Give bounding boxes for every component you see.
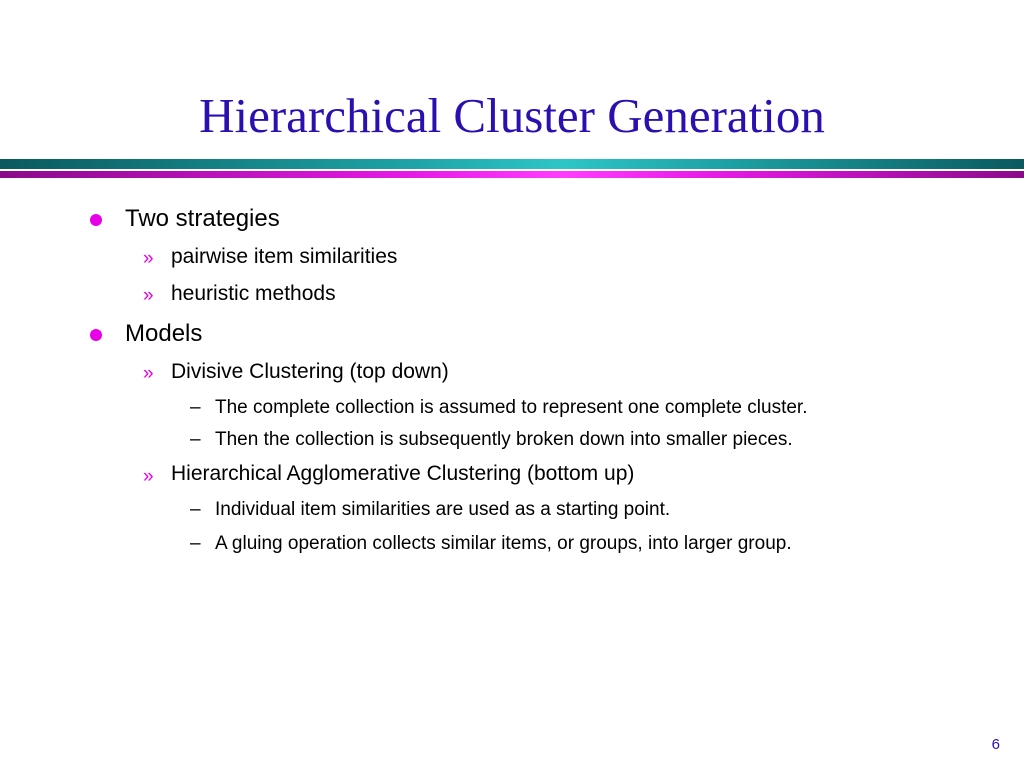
outline-item-level2: Hierarchical Agglomerative Clustering (bottom up) bbox=[171, 462, 635, 485]
raquo-bullet-icon: » bbox=[143, 248, 154, 269]
dash-bullet-icon: – bbox=[190, 397, 201, 418]
bullet-dot-icon bbox=[90, 214, 102, 226]
slide-title: Hierarchical Cluster Generation bbox=[199, 88, 825, 143]
raquo-bullet-icon: » bbox=[143, 466, 154, 487]
outline-item-level3: A gluing operation collects similar items, or groups, into larger group. bbox=[215, 533, 792, 554]
outline-item-level3: The complete collection is assumed to represent one complete cluster. bbox=[215, 397, 808, 418]
raquo-bullet-icon: » bbox=[143, 285, 154, 306]
bullet-dot-icon bbox=[90, 329, 102, 341]
outline-item-level2: heuristic methods bbox=[171, 282, 336, 305]
outline-item-level2: pairwise item similarities bbox=[171, 245, 398, 268]
outline-item-level3: Individual item similarities are used as a starting point. bbox=[215, 499, 671, 520]
outline-item-level1: Models bbox=[125, 320, 203, 347]
outline-item-level2: Divisive Clustering (top down) bbox=[171, 360, 449, 383]
dash-bullet-icon: – bbox=[190, 429, 201, 450]
outline-item-level1: Two strategies bbox=[125, 205, 280, 232]
page-number: 6 bbox=[991, 736, 1000, 753]
raquo-bullet-icon: » bbox=[143, 363, 154, 384]
dash-bullet-icon: – bbox=[190, 499, 201, 520]
dash-bullet-icon: – bbox=[190, 533, 201, 554]
outline-item-level3: Then the collection is subsequently broken down into smaller pieces. bbox=[215, 429, 793, 450]
